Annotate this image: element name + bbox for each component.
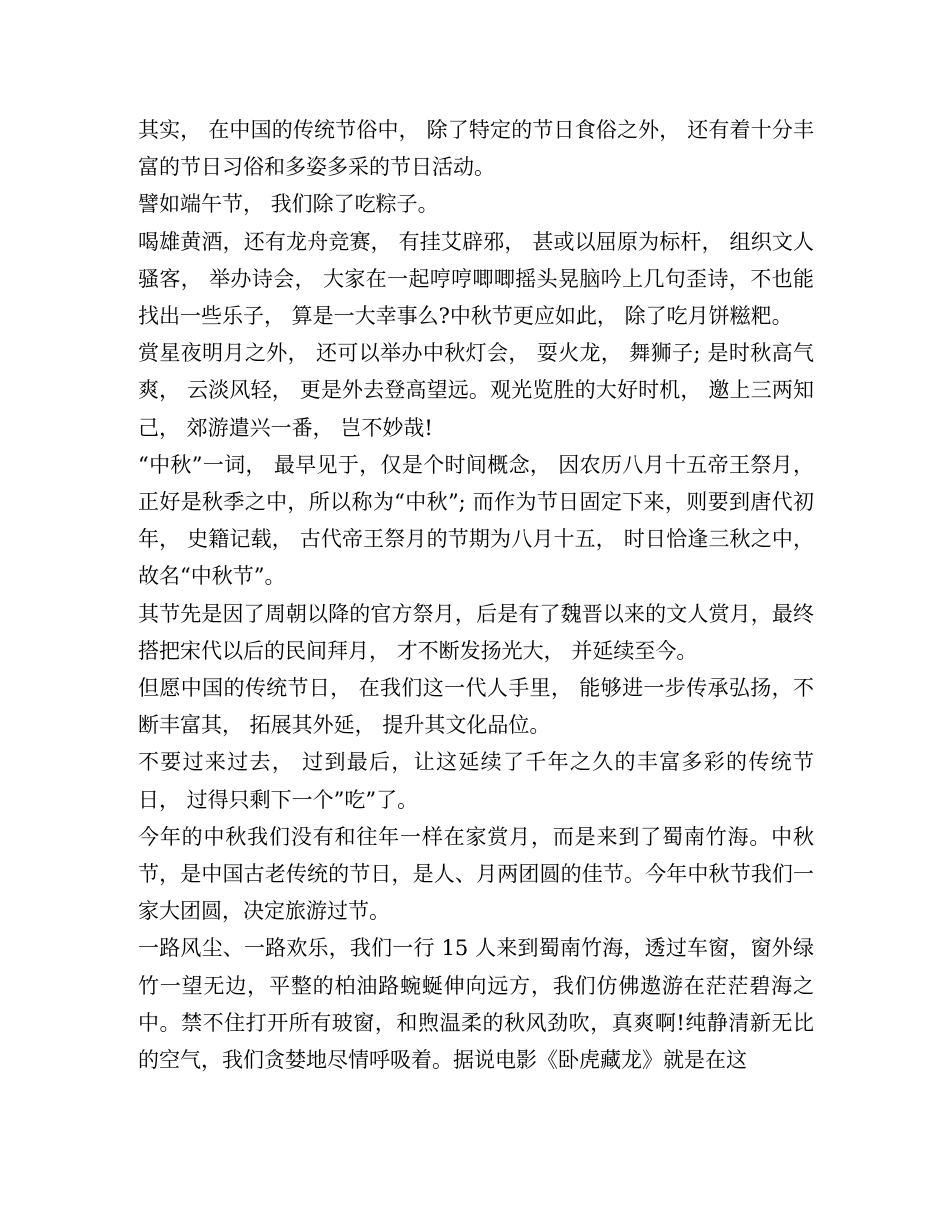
- paragraph-2: 譬如端午节， 我们除了吃粽子。: [138, 192, 439, 217]
- paragraph-9: 今年的中秋我们没有和往年一样在家赏月，而是来到了蜀南竹海。中秋节，是中国古老传统的节日，是人、月两团圆的佳节。今年中秋节我们一家大团圆，决定旅游过节。: [138, 824, 814, 924]
- paragraph-8: 不要过来过去， 过到最后，让这延续了千年之久的丰富多彩的传统节日， 过得只剩下一个”吃”了。: [138, 750, 814, 812]
- paragraph-10: 一路风尘、一路欢乐，我们一行 15 人来到蜀南竹海，透过车窗，窗外绿竹一望无边，平整的柏油路蜿蜒伸向远方，我们仿佛遨游在茫茫碧海之中。禁不住打开所有玻窗，和煦温柔的秋风劲吹，真爽啊!纯静清新无比的空气，我们贪婪地尽情呼吸着。据说电影《卧虎藏龙》就是在这: [138, 936, 814, 1073]
- paragraph-7: 但愿中国的传统节日， 在我们这一代人手里， 能够进一步传承弘扬，不断丰富其， 拓展其外延， 提升其文化品位。: [138, 676, 814, 738]
- paragraph-5: “中秋”一词， 最早见于，仅是个时间概念， 因农历八月十五帝王祭月， 正好是秋季之中，所以称为“中秋”; 而作为节日固定下来，则要到唐代初年， 史籍记载， 古代帝王祭月的节期为八月十五， 时日恰逢三秋之中， 故名“中秋节”。: [138, 452, 821, 589]
- paragraph-3: 喝雄黄酒，还有龙舟竞赛， 有挂艾辟邪， 甚或以屈原为标杆， 组织文人骚客， 举办诗会， 大家在一起哼哼唧唧摇头晃脑吟上几句歪诗，不也能找出一些乐子， 算是一大幸事么?中秋节更应如此， 除了吃月饼糍粑。: [138, 229, 814, 329]
- paragraph-4: 赏星夜明月之外， 还可以举办中秋灯会， 耍火龙， 舞狮子; 是时秋高气爽， 云淡风轻， 更是外去登高望远。观光览胜的大好时机， 邀上三两知己， 郊游遣兴一番， 岂不妙哉!: [138, 341, 814, 440]
- document-page: [138, 112, 821, 1079]
- paragraph-6: 其节先是因了周朝以降的官方祭月，后是有了魏晋以来的文人赏月，最终搭把宋代以后的民间拜月， 才不断发扬光大， 并延续至今。: [138, 601, 814, 663]
- paragraph-1: 其实， 在中国的传统节俗中， 除了特定的节日食俗之外， 还有着十分丰富的节日习俗和多姿多采的节日活动。: [138, 118, 814, 180]
